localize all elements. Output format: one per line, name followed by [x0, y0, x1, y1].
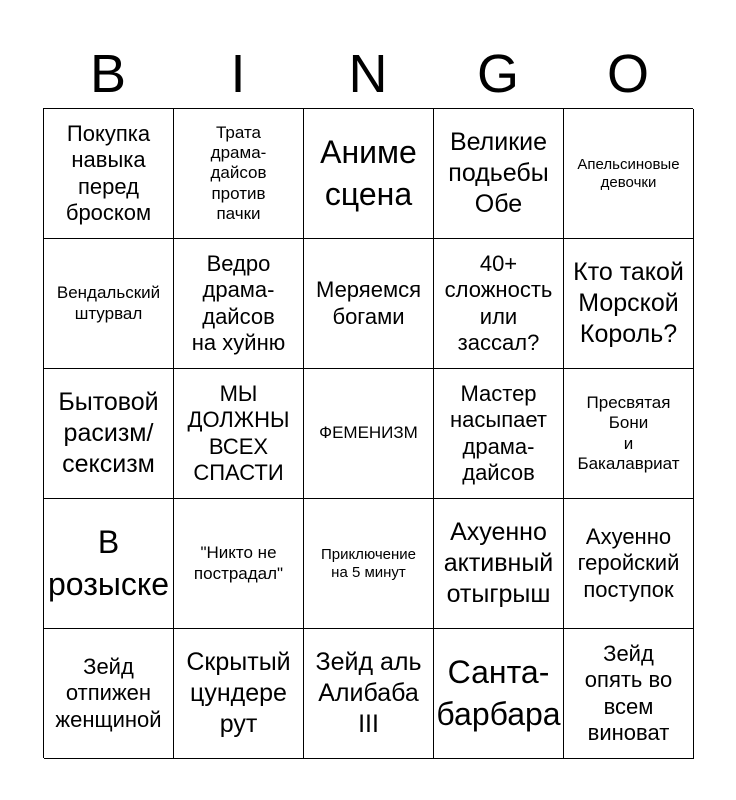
- bingo-cell[interactable]: Трата драма- дайсов против пачки: [174, 109, 304, 239]
- bingo-cell[interactable]: 40+ сложность или зассал?: [434, 239, 564, 369]
- bingo-cell[interactable]: ФЕМЕНИЗМ: [304, 369, 434, 499]
- bingo-cell[interactable]: Санта- барбара: [434, 629, 564, 759]
- bingo-cell[interactable]: Пресвятая Бони и Бакалавриат: [564, 369, 694, 499]
- header-letter-o: O: [606, 44, 649, 104]
- bingo-cell[interactable]: Бытовой расизм/ сексизм: [44, 369, 174, 499]
- bingo-cell[interactable]: Ахуенно активный отыгрыш: [434, 499, 564, 629]
- bingo-cell[interactable]: Покупка навыка перед броском: [44, 109, 174, 239]
- bingo-cell[interactable]: Кто такой Морской Король?: [564, 239, 694, 369]
- bingo-cell[interactable]: Апельсиновые девочки: [564, 109, 694, 239]
- bingo-grid: [43, 108, 693, 758]
- bingo-cell[interactable]: Меряемся богами: [304, 239, 434, 369]
- bingo-header: [43, 40, 693, 108]
- header-letter-b: B: [89, 44, 127, 104]
- bingo-cell[interactable]: Зейд опять во всем виноват: [564, 629, 694, 759]
- bingo-cell[interactable]: Вендальский штурвал: [44, 239, 174, 369]
- header-letter-g: G: [476, 44, 519, 104]
- bingo-cell[interactable]: Приключение на 5 минут: [304, 499, 434, 629]
- bingo-cell[interactable]: Мастер насыпает драма- дайсов: [434, 369, 564, 499]
- header-letter-n: N: [348, 44, 388, 104]
- bingo-cell[interactable]: Великие подьебы Обе: [434, 109, 564, 239]
- bingo-cell[interactable]: Аниме сцена: [304, 109, 434, 239]
- bingo-cell[interactable]: МЫ ДОЛЖНЫ ВСЕХ СПАСТИ: [174, 369, 304, 499]
- bingo-cell[interactable]: "Никто не пострадал": [174, 499, 304, 629]
- bingo-cell[interactable]: Зейд аль Алибаба III: [304, 629, 434, 759]
- header-letter-i: I: [230, 44, 246, 104]
- bingo-cell[interactable]: В розыске: [44, 499, 174, 629]
- bingo-cell[interactable]: Зейд отпижен женщиной: [44, 629, 174, 759]
- bingo-cell[interactable]: Ахуенно геройский поступок: [564, 499, 694, 629]
- bingo-cell[interactable]: Ведро драма- дайсов на хуйню: [174, 239, 304, 369]
- bingo-cell[interactable]: Скрытый цундере рут: [174, 629, 304, 759]
